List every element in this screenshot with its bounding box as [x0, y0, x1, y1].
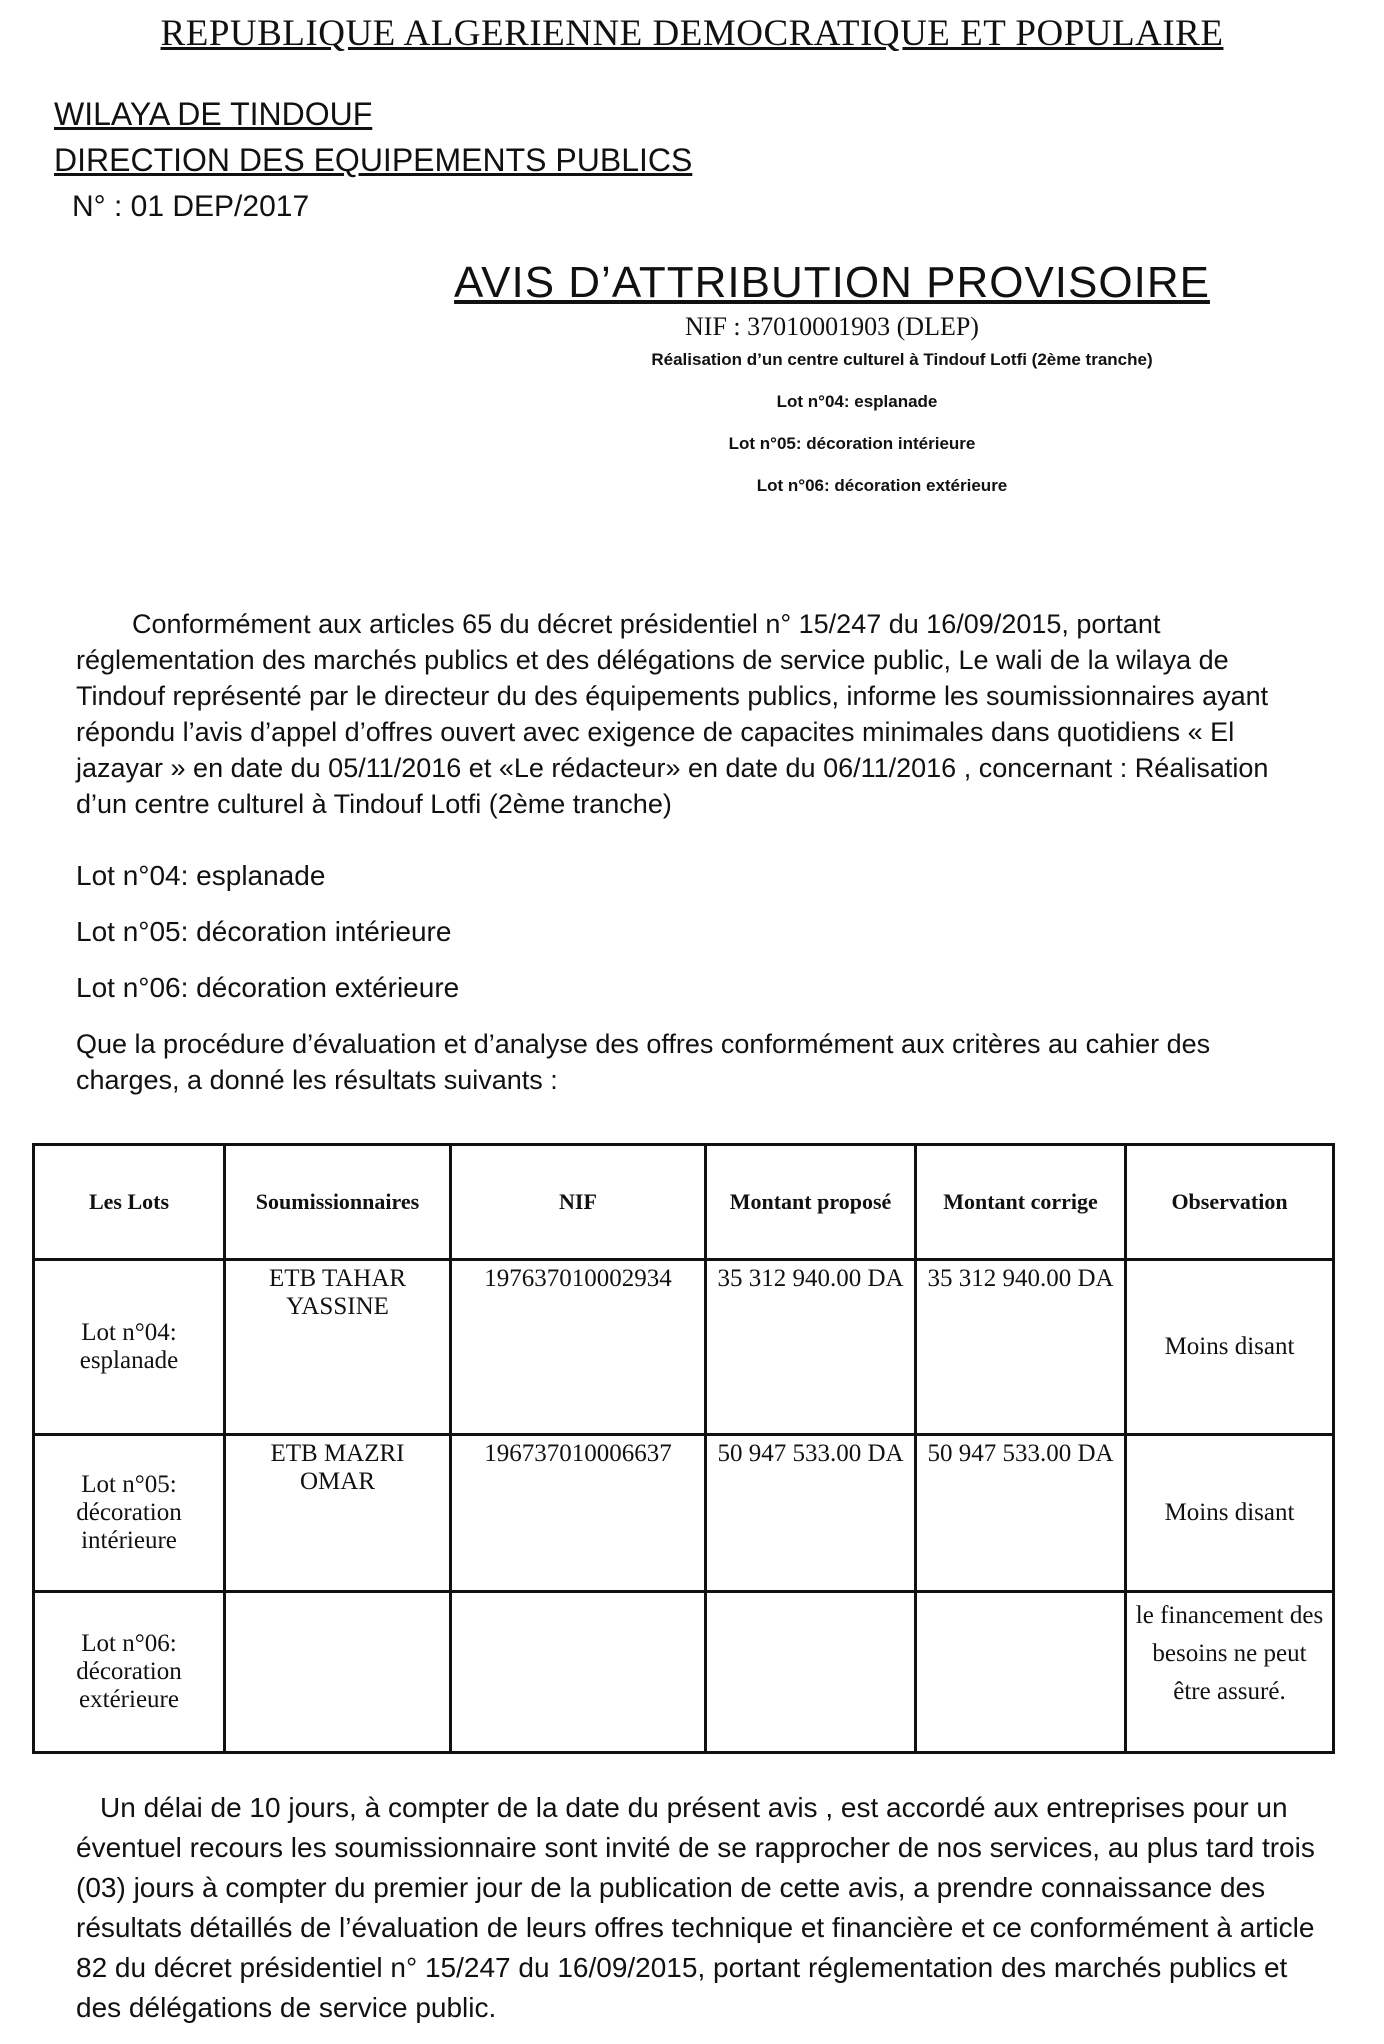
notice-title: AVIS D’ATTRIBUTION PROVISOIRE [454, 258, 1210, 307]
reference-number: N° : 01 DEP/2017 [72, 190, 310, 223]
cell-montant-propose: 50 947 533.00 DA [706, 1435, 916, 1592]
cell-soumissionnaire [225, 1592, 451, 1753]
cell-montant-corrige [916, 1592, 1126, 1753]
republic-heading: REPUBLIQUE ALGERIENNE DEMOCRATIQUE ET POPULAIRE [160, 13, 1224, 54]
body-lot-05: Lot n°05: décoration intérieure [76, 916, 452, 947]
notice-lot-06: Lot n°06: décoration extérieure [756, 476, 1008, 495]
cell-montant-corrige: 50 947 533.00 DA [916, 1435, 1126, 1592]
header-observation: Observation [1126, 1145, 1334, 1260]
header-soumissionnaires: Soumissionnaires [225, 1145, 451, 1260]
body-lot-06: Lot n°06: décoration extérieure [76, 972, 460, 1003]
intro-paragraph [76, 606, 1316, 822]
intro-paragraph-text: Conformément aux articles 65 du décret présidentiel n° 15/247 du 16/09/2015, portant réglementation des marchés publics et des délégations de service public, Le wali de la wilaya de Tindouf représenté par le directeur du des équipements publics, informe les soumissionnaires ayant répondu l’avis d’appel d’offres ouvert avec exigence de capacites minimales dans quotidiens « El jazayar » en date du 05/11/2016 et «Le rédacteur» en date du 06/11/2016 , concernant : Réalisation d’un centre culturel à Tindouf Lotfi (2ème tranche) [76, 609, 1269, 819]
cell-nif [451, 1592, 706, 1753]
header-lots: Les Lots [34, 1145, 225, 1260]
header-montant-corrige: Montant corrige [916, 1145, 1126, 1260]
cell-observation: Moins disant [1126, 1435, 1334, 1592]
notice-nif: NIF : 37010001903 (DLEP) [685, 312, 979, 341]
cell-lot: Lot n°04: esplanade [34, 1260, 225, 1435]
cell-nif: 197637010002934 [451, 1260, 706, 1435]
results-table [32, 1143, 1335, 1754]
table-header-row [34, 1145, 1334, 1260]
cell-lot: Lot n°06: décoration extérieure [34, 1592, 225, 1753]
table-row [34, 1435, 1334, 1592]
table-row [34, 1260, 1334, 1435]
cell-soumissionnaire: ETB TAHAR YASSINE [225, 1260, 451, 1435]
header-montant-propose: Montant proposé [706, 1145, 916, 1260]
wilaya-heading: WILAYA DE TINDOUF [54, 96, 373, 132]
cell-lot: Lot n°05: décoration intérieure [34, 1435, 225, 1592]
cell-observation: Moins disant [1126, 1260, 1334, 1435]
table-row [34, 1592, 1334, 1753]
cell-soumissionnaire: ETB MAZRI OMAR [225, 1435, 451, 1592]
cell-montant-propose [706, 1592, 916, 1753]
results-intro-paragraph: Que la procédure d’évaluation et d’analyse des offres conformément aux critères au cahier des charges, a donné les résultats suivants : [76, 1029, 1211, 1095]
recourse-paragraph [76, 1788, 1316, 2028]
cell-nif: 196737010006637 [451, 1435, 706, 1592]
direction-heading: DIRECTION DES EQUIPEMENTS PUBLICS [54, 142, 693, 178]
header-nif: NIF [451, 1145, 706, 1260]
cell-montant-propose: 35 312 940.00 DA [706, 1260, 916, 1435]
body-lot-04: Lot n°04: esplanade [76, 860, 326, 891]
cell-observation: le financement des besoins ne peut être assuré. [1126, 1592, 1334, 1753]
recourse-paragraph-text: Un délai de 10 jours, à compter de la date du présent avis , est accordé aux entreprises pour un éventuel recours les soumissionnaire sont invité de se rapprocher de nos services, au plus tard trois (03) jours à compter du premier jour de la publication de cette avis, a prendre connaissance des résultats détaillés de l’évaluation de leurs offres technique et financière et ce conformément à article 82 du décret présidentiel n° 15/247 du 16/09/2015, portant réglementation des marchés publics et des délégations de service public. [76, 1792, 1315, 2023]
notice-lot-04: Lot n°04: esplanade [776, 392, 938, 411]
notice-project: Réalisation d’un centre culturel à Tindouf Lotfi (2ème tranche) [651, 350, 1153, 369]
cell-montant-corrige: 35 312 940.00 DA [916, 1260, 1126, 1435]
notice-lot-05: Lot n°05: décoration intérieure [728, 434, 976, 453]
